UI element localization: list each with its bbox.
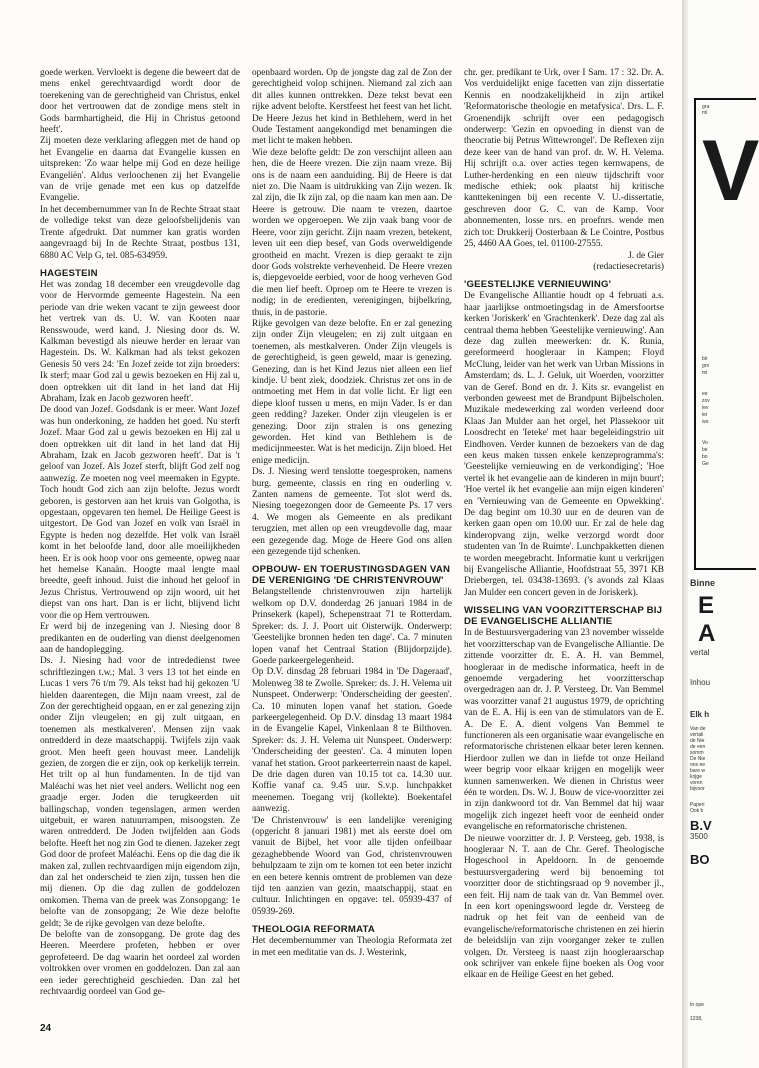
ad-small-line: de een bbox=[690, 744, 706, 750]
section-heading: OPBOUW- EN TOERUSTINGSDAGEN VAN DE VERENIGING 'DE CHRISTENVROUW' bbox=[252, 564, 451, 587]
ad-small-line: Paperi bbox=[690, 802, 705, 808]
section-heading: WISSELING VAN VOORZITTERSCHAP BIJ DE EVANGELISCHE ALLIANTIE bbox=[464, 605, 663, 628]
ad-small-line: krijge bbox=[690, 774, 702, 780]
paragraph: 'De Christenvrouw' is een landelijke vereniging (opgericht 8 januari 1981) met als eerste doel om vanuit de Bijbel, het voor alle tijden onfeilbaar gezaghebbende Woord van God, christenvrouwen behulpzaam te zijn om te komen tot een beter inzicht en een betere kennis omtrent de problemen van deze tijd ten aanzien van gezin, maatschappij, staat en cultuur. Inlichtingen en opgave: tel. 05939-437 of 05939-269. bbox=[252, 815, 452, 917]
paragraph: In het decembernummer van In de Rechte Straat staat de volledige tekst van deze geloofsbelijdenis van Trente afgedrukt. Dat nummer kan gratis worden aangevraagd bij In de Rechte Straat, postbus 131, 6880 AC Velp G, tel. 085-634959. bbox=[40, 204, 240, 261]
ad-line: mi bbox=[702, 110, 708, 116]
paragraph: goede werken. Vervloekt is degene die beweert dat de mens enkel gerechtvaardigd wordt door de toerekening van de gerechtigheid van Christus, enkel door het vertrouwen dat de zondige mens stelt in Gods barmhartigheid, die Hij in Christus getoond heeft'. bbox=[40, 68, 240, 136]
paragraph: Ds. J. Niesing werd tenslotte toegesproken, namens burg. gemeente, classis en ring en ouderling v. Zanten namens de gemeente. Tot slot werd ds. Niesing toegezongen door de Gemeente Ps. 17 vers 4. We mogen als Gemeente en als predikant terugzien, met allen op een vreugdevolle dag, maar een gezegende dag. Moge de Heere God ons allen een gezegende tijd schenken. bbox=[252, 467, 452, 558]
ad-line: ee bbox=[702, 391, 708, 397]
ad-line: wo bbox=[702, 419, 709, 425]
paragraph: chr. ger. predikant te Urk, over I Sam. 17 : 32. Dr. A. Vos verduidelijkt enige facetten van zijn dissertatie Kennis en noodzakelijkheid in zijn artikel 'Reformatorische theologie en metafysica'. Drs. L. F. Groenendijk schrijft over een pedagogisch onderwerp: 'Gezin en opvoeding in dienst van de theocratie bij Petrus Wittewrongel'. De Reflexen zijn deze keer van de hand van prof. dr. W. H. Velema. Hij schrijft o.a. over acties tegen kernwapens, de Luther-herdenking en een nieuw tijdschrift voor medische ethiek; ook plaatst hij kritische kanttekeningen bij een recente V. U.-dissertatie, geschreven door G. C. van de Kamp. Voor abonnementen, losse nrs. en proefnrs. wende men zich tot: Drukkerij Oosterbaan & Le Cointre, Postbus 25, 4460 AA Goes, tel. 01100-27555. bbox=[464, 68, 664, 250]
paragraph: Het was zondag 18 december een vreugdevolle dag voor de Hervormde gemeente Hagestein. Na een periode van drie weken vacant te zijn geweest door het vertrek van ds. U. W. van Kooten naar Rensswoude, werd kand. J. Niesing door ds. W. Kalkman bevestigd als nieuwe herder en leraar van Hagestein. Ds. W. Kalkman had als tekst gekozen Genesis 50 vers 24: 'En Jozef zeide tot zijn broeders: Ik sterf; maar God zal u gewis bezoeken en Hij zal u, doen optrekken uit dit land in het land dat Hij Abraham, Izak en Jacob gezworen heeft'. bbox=[40, 279, 240, 404]
paragraph: Rijke gevolgen van deze belofte. En er zal genezing zijn onder Zijn vleugelen; en zij zult uitgaan en toenemen, als mestkalveren. Onder Zijn vleugels is de gerechtigheid, is geen geweld, maar is genezing. Genezing, dan is het Kind Jezus niet alleen een lief kindje. U bent ziek, doodziek. Christus zet ons in de ontmoeting met Hem in dat volle licht. Er ligt een diepe kloof tussen u mens, en mijn Vader. Is er dan geen redding? Jazeker. Onder zijn vleugelen is er genezing. Door zijn stralen is ons genezing geworden. Het kind van Bethlehem is de medicijnmeester. Wat is het medicijn. Zijn bloed. Het enige medicijn. bbox=[252, 318, 452, 466]
ad-line: Vo bbox=[702, 440, 708, 446]
ad-letter-e: E bbox=[698, 592, 715, 619]
paragraph: De nieuwe voorzitter dr. J. P. Versteeg, geb. 1938, is hoogleraar N. T. aan de Chr. Geref. Theologische Hogeschool in Apeldoorn. In de genoemde bestuursvergadering werd bij benoeming tot voorzitter door de stichtingsraad op 9 november jl., een feit. Hij nam de taak van dr. Van Bemmel over. In een kort openingswoord legde dr. Versteeg de nadruk op het feit van de eenheid van de evangelische/reformatorische christenen en zei hierin de beleidslijn van zijn voorganger zeker te zullen volgen. Dr. Versteeg is naast zijn hoogleraarschap ook schrijver van enkele fijne boeken als Oog voor elkaar en de Heilige Geest en het gebed. bbox=[464, 833, 664, 981]
ad-line: bir bbox=[702, 356, 708, 362]
paragraph: openbaard worden. Op de jongste dag zal de Zon der gerechtigheid volop schijnen. Niemand zal zich aan dit alles kunnen onttrekken. Deze tekst bevat een rijke advent belofte. Kerstfeest het feest van het licht. De Heere Jezus het kind in Bethlehem, werd in het Oude Testament aangekondigd met benamingen die met licht te maken hebben. bbox=[252, 68, 452, 147]
ad-line: bo bbox=[702, 454, 708, 460]
ad-line: lei bbox=[702, 412, 708, 418]
ad-num2: 1238, bbox=[690, 1016, 703, 1022]
paragraph: Zij moeten deze verklaring afleggen met de hand op het Evangelie en daarna dat Evangelie kussen en uitspreken: 'Zo waar helpe mij God en deze heilige Evangeliën'. Aldus verloochenen zij het Evangelie van de vrije genade met een kus op datzelfde Evangelie. bbox=[40, 136, 240, 204]
ad-vertal: vertal bbox=[690, 648, 710, 657]
ad-small-line: Ook b bbox=[690, 808, 704, 814]
ad-small-line: voren bbox=[690, 780, 703, 786]
ad-line: be bbox=[702, 447, 708, 453]
paragraph: De drie dagen duren van 10.15 tot ca. 14.30 uur. Koffie vanaf ca. 9.45 uur. S.v.p. lunchpakket meenemen. Toegang vrij (kollekte). Boekentafel aanwezig. bbox=[252, 769, 452, 815]
paragraph: De belofte van de zonsopgang. De grote dag des Heeren. Meerdere profeten, hebben er over geprofeteerd. De dag waarin het oordeel zal worden voltrokken over vromen en goddelozen. Dan zal aan een ieder gerechtigheid geschieden. Dan zal het rechtvaardig oordeel van God ge- bbox=[40, 930, 240, 998]
paragraph: Wie deze belofte geldt: De zon verschijnt alleen aan hen, die de Heere vrezen. Die zijn naam vreze. Bij ons is de naam een aanduiding. Bij de Heere is dat niet zo. Die Naam is uitdrukking van Zijn wezen. Ik zal zijn, die Ik zijn zal, op die naam kan men aan. De Heere is getrouw. Die naam te vrezen, daartoe worden we opgeroepen. We zijn vaak bang voor de Heere, voor zijn gericht. Zijn naam vrezen, betekent, leven uit een diep besef, van Gods overweldigende grootheid en macht. Vrezen is diep geraakt te zijn door Gods volstrekte verhevenheid. De Heere vrezen is, diepgevoelde eerbied, voor de hoog verheven God die men lief heeft. Oproep om te Heere te vrezen is nodig; in de eredienten, verenigingen, bijbelkring, thuis, in de pastorie. bbox=[252, 147, 452, 318]
ad-small-line: bijvoor bbox=[690, 786, 705, 792]
ad-line: gra bbox=[702, 104, 710, 110]
ad-bw: B.V bbox=[690, 818, 712, 833]
paragraph: Ds. J. Niesing had voor de intrededienst twee schriftlezingen t.w.; Mal. 3 vers 13 tot het einde en Lucas 1 vers 76 t/m 79. Als tekst had hij gekozen 'U hielden daarentegen, die Mijn naam vreest, zal de Zon der gerechtigheid opgaan, en er zal genezing zijn onder Zijn vleugelen; en gij zult uitgaan, en toenemen als mestkalveren'. Mensen zijn vaak ontredderd in deze maatschappij. Twijfels zijn vaak groot. Men heeft geen houvast meer. Landelijk gezien, de zorgen die er zijn, ook op kerkelijk terrein. Het trilt op al hun fundamenten. In de tijd van Maléachi was het niet veel anders. Wellicht nog een graadje erger. Joden die terugkeerden uit ballingschap, vonden tegenslagen, armen werden uitgebuit, er waren natuurrampen, misoogsten. Ze waren ontredderd. De Joden twijfelden aan Gods belofte. Heeft het nog zin God te dienen. Jazeker zegt God door de profeet Maléachi. Eens op die dag die ik maken zal, zullen rechtvaardigen mijn eigendom zijn, dan zal het onderscheid te zien zijn, tussen hen die mij dienen. Op die dag zullen de goddelozen omkomen. Thema van de preek was Zonsopgang: 1e belofte van de zonsopgang; 2e Wie deze belofte geldt; 3e de rijke gevolgen van deze belofte. bbox=[40, 656, 240, 929]
ad-line: Ge bbox=[702, 461, 709, 467]
ad-small-line: ons ee bbox=[690, 762, 706, 768]
ad-inhou: Inhou bbox=[690, 678, 711, 687]
article-page bbox=[40, 68, 672, 1018]
ad-big-letter: V bbox=[702, 123, 759, 219]
ad-in-ope: In ope bbox=[690, 1002, 704, 1008]
column-3 bbox=[464, 68, 664, 1018]
paragraph: Er werd bij de inzegening van J. Niesing door 8 predikanten en de ouderling van dienst deelgenomen aan de handoplegging. bbox=[40, 622, 240, 655]
ad-small-line: vertali bbox=[690, 732, 704, 738]
paragraph: De dood van Jozef. Godsdank is er meer. Want Jozef was hun onderkoning, ze hadden het goed. Nu sterft Jozef. Maar God zal u gewis bezoeken en Hij zal u doen optrekken uit dit land in het land dat Hij Abraham, Izak en Jacob gezworen heeft'. Dat is 't geloof van Jozef. Als Jozef sterft, blijft God zelf nog aanwezig. Ze moeten nog veel meemaken in Egypte. Toch houdt God zich aan zijn belofte. Jezus wordt geboren, is gestorven aan het kruis van Golgotha, is opgestaan, opgevaren ten hemel. De Heilige Geest is uitgestort. De God van Jozef en volk van Israël in Egypte is heden nog dezelfde. Het volk van Israël komt in het beloofde land, door alle moeilijkheden heen. Er is ook hoop voor ons gemeente, opweg naar het hemelse Kanaän. Hoogte maal lengte maal breedte, geeft inhoud. Juist die inhoud het geloof in Jezus Christus. Vertrouwend op zijn woord, uit het diepst van ons hart. Dan is er licht, blijvend licht voor die op Hem vertrouwen. bbox=[40, 405, 240, 621]
ad-line: lev bbox=[702, 405, 709, 411]
column-1 bbox=[40, 68, 240, 1018]
ad-small-line: somm bbox=[690, 750, 704, 756]
ad-elk: Elk h bbox=[690, 710, 710, 719]
column-2 bbox=[252, 68, 452, 1018]
paragraph: In de Bestuursvergadering van 23 november wisselde het voorzitterschap van de Evangelische Alliantie. De zittende voorzitter dr. E. A. H. van Bemmel, hoogleraar in de medische informatica, heeft in de genoemde vergadering het voorzitterschap overgedragen aan dr. J. P. Versteeg. Dr. Van Bemmel was voorzitter vanaf 21 augustus 1979, de oprichting van de E. A. Hij is een van de stimulators van de E. A. De E. A. dient volgens Van Bemmel te functioneren als een organisatie waar evangelische en reformatorische christenen elkaar beter leren kennen. Hierdoor zullen we dan in liefde tot onze Heiland weer begrip voor elkaar krijgen en mogelijk weer kunnen samenwerken. We dienen in Christus weer één te worden. Ds. W. J. Bouw de vice-voorzitter zei in zijn dankwoord tot dr. Van Bemmel dat hij waar mogelijk zich ingezet heeft voor de eenheid onder evangelische en reformatorische christenen. bbox=[464, 628, 664, 833]
ad-line: zov bbox=[702, 398, 710, 404]
ad-line: gro bbox=[702, 363, 710, 369]
ad-small-line: Van de bbox=[690, 726, 706, 732]
ad-bo: BO bbox=[690, 852, 710, 867]
section-heading: 'GEESTELIJKE VERNIEUWING' bbox=[464, 279, 612, 291]
ad-small-line: de Nie bbox=[690, 738, 705, 744]
signature: J. de Gier bbox=[628, 250, 664, 261]
section-heading: HAGESTEIN bbox=[40, 267, 98, 279]
paragraph: Belangstellende christenvrouwen zijn hartelijk welkom op D.V. donderdag 26 januari 1984 in de Prinsekerk (kapel), Schepenstraat 71 te Rotterdam. Spreker: ds. J. J. Poort uit Oisterwijk. Onderwerp: 'Geestelijke bronnen heden ten dage'. Ca. 7 minuten lopen vanaf het Centraal Station (Blijdorpzijde). Goede parkeergelegenheid. bbox=[252, 587, 452, 666]
ad-line: mi bbox=[702, 370, 708, 376]
ad-small-line: De Nie bbox=[690, 756, 706, 762]
paragraph: Het decembernummer van Theologia Reformata zet in met een meditatie van ds. J. Westerink, bbox=[252, 936, 452, 958]
ad-small-line: bare w bbox=[690, 768, 706, 774]
ad-letter-a: A bbox=[698, 620, 716, 647]
paragraph: De Evangelische Alliantie houdt op 4 februati a.s. haar jaarlijkse ontmoetingsdag in de Amersfoortse kerken 'Joriskerk' en 'Grachtenkerk'. Deze dag zal als centraal thema hebben 'Geestelijke vernieuwing'. Aan deze dag zullen meewerken: dr. K. Runia, gereformeerd hoogleraar in Kampen; Floyd McClung, leider van het werk van Urban Missions in Amsterdam; ds. L. J. Geluk, uit Woerden, voorzitter van de Geref. Bond en dr. J. Kits sr. evangelist en verbonden geweest met de Brandpunt Bijbelscholen. Muzikale medewerking zal worden verleend door Klaas Jan Mulder aan het orgel, het Plassekoor uit Loosdrecht en 'Ieteke' met haar begeleidingstrio uit Eindhoven. Verder kunnen de bezoekers van de dag een keus maken tussen enkele kenzeprogramma's: 'Geestelijke vernieuwing en de verkondiging'; 'Hoe vertel ik het evangelie aan de kinderen in mijn buurt'; 'Hoe vertel ik het evangelie aan mijn eigen kinderen' en 'Vernieuwing van de Gemeente en Opwekking'. De dag begint om 10.30 uur en de deuren van de kerken gaan open om 10.00 uur. Er zal de hele dag kinderopvang zijn, welke verzorgd wordt door studenten van 'In de Ruimte'. Lunchpakketten dienen te worden meegebracht. Informatie kunt u verkrijgen bij Evangelische Alliantie, Hoofdstraat 55, 3971 KB Driebergen, tel. 03438-13693. ('s avonds zal Klaas Jan Mulder een concert geven in de Joriskerk). bbox=[464, 291, 664, 598]
signature: (redactiesecretaris) bbox=[593, 261, 664, 272]
adjacent-page-fragment bbox=[688, 0, 759, 1068]
section-heading: THEOLOGIA REFORMATA bbox=[252, 924, 375, 936]
page-number: 24 bbox=[40, 1023, 52, 1034]
ad-binn: Binne bbox=[690, 578, 716, 588]
paragraph: Op D.V. dinsdag 28 februari 1984 in 'De Dageraad', Molenweg 38 te Zwolle. Spreker: ds. J. H. Velema uit Nunspeet. Onderwerp: 'Onderscheiding der geesten'. Ca. 10 minuten lopen vanaf het station. Goede parkeergelegenheid. Op D.V. dinsdag 13 maart 1984 in de Evangelie Kapel, Vinkenlaan 8 te Bilthoven. Spreker: ds. J. H. Velema uit Nunspeet. Onderwerp: 'Onderscheiding der geesten'. Ca. 4 minuten lopen vanaf het station. Groot parkeerterrein naast de kapel. bbox=[252, 667, 452, 769]
ad-num: 3500 bbox=[690, 832, 708, 841]
